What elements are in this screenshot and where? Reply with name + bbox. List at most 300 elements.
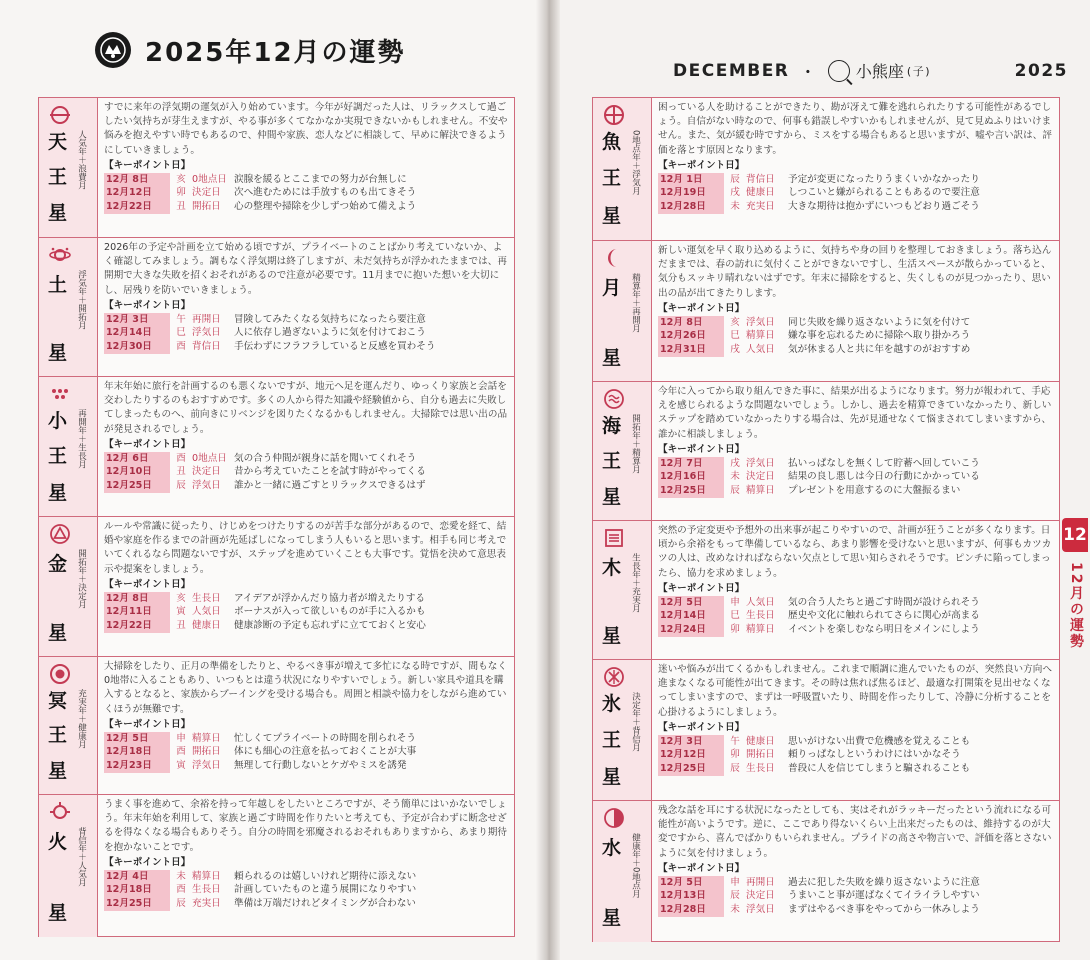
fortune-text: 残念な話を耳にする状況になったとしても、実はそれがラッキーだったという流れになる可能性が高いようです。逆に、ここであり得ないくらい上出来だったものは、維持するのが大変ですから、喜んでばかりもいられません。プライドの高さや物言いで、評価を落とさないように気を付けましょう。 bbox=[658, 805, 1052, 859]
key-day-date: 12月28日 bbox=[658, 903, 724, 917]
cycle-subtitle: 生長年＋充実月 bbox=[630, 553, 641, 613]
key-day-row bbox=[104, 173, 508, 187]
key-day-date: 12月22日 bbox=[104, 200, 170, 214]
key-day-date: 12月 7日 bbox=[658, 457, 724, 471]
key-day-type: 精算日 bbox=[192, 870, 221, 882]
key-day-kanshi: 未 bbox=[730, 904, 740, 915]
planet-name-char: 星 bbox=[48, 902, 68, 924]
key-day-type: 再開日 bbox=[192, 313, 221, 325]
neptune-icon bbox=[603, 388, 625, 410]
key-point-heading: 【キーポイント日】 bbox=[104, 718, 191, 730]
fortune-content bbox=[98, 657, 514, 795]
key-day-date: 12月 6日 bbox=[104, 452, 170, 466]
key-day-date: 12月23日 bbox=[104, 759, 170, 773]
key-day-kanshi: 申 bbox=[730, 596, 740, 608]
key-day-row bbox=[104, 619, 508, 633]
fish-king-icon bbox=[603, 104, 625, 126]
planet-name-char: 金 bbox=[48, 553, 68, 575]
key-day-type: 開拓日 bbox=[192, 201, 221, 212]
planet-name-char: 星 bbox=[602, 907, 622, 929]
key-day-row bbox=[658, 876, 1053, 890]
moon-icon bbox=[603, 247, 625, 269]
key-day-row bbox=[658, 329, 1053, 343]
key-day-text: 冒険してみたくなる気持ちになったら要注意 bbox=[234, 313, 426, 325]
planet-name-char: 星 bbox=[48, 622, 68, 644]
planet-name-char: 冥 bbox=[48, 690, 68, 712]
key-day-kanshi: 戌 bbox=[730, 344, 740, 355]
key-point-heading: 【キーポイント日】 bbox=[104, 856, 191, 868]
planet-name-char: 星 bbox=[602, 205, 622, 227]
key-day-date: 12月19日 bbox=[658, 186, 724, 200]
fortune-content bbox=[652, 98, 1059, 240]
key-day-date: 12月31日 bbox=[658, 343, 724, 357]
key-day-type: 背信日 bbox=[192, 341, 221, 352]
month-label: DECEMBER bbox=[673, 60, 790, 81]
key-day-text: 気の合う人たちと過ごす時間が設けられそう bbox=[788, 596, 980, 608]
key-day-kanshi: 寅 bbox=[176, 606, 186, 618]
ice-king-icon bbox=[603, 666, 625, 688]
key-day-type: 浮気日 bbox=[192, 327, 221, 339]
fortune-text: すでに来年の浮気期の運気が入り始めています。今年が好調だった人は、リラックスして過ごしたい気持ちが芽生えますが、やる事が多くてなかなか実現できないかもしれません。不安や悩みを抱えやすい時でもあるので、仲間や家族、恋人などに相談して、早めに解決できるようにしていきましょう。 bbox=[104, 102, 508, 156]
key-day-type: 浮気日 bbox=[746, 904, 775, 915]
key-day-kanshi: 酉 bbox=[176, 884, 186, 896]
key-day-kanshi: 辰 bbox=[730, 890, 740, 902]
key-day-kanshi: 卯 bbox=[730, 624, 740, 635]
header-separator: ・ bbox=[799, 63, 818, 83]
key-day-row bbox=[104, 870, 508, 884]
planet-side-label bbox=[39, 657, 98, 795]
planet-name-char: 王 bbox=[602, 728, 622, 751]
mercury-icon bbox=[603, 807, 625, 829]
key-day-type: 0地点日 bbox=[192, 173, 227, 185]
planet-name-char: 星 bbox=[48, 760, 68, 782]
key-day-type: 生長日 bbox=[192, 884, 221, 896]
key-day-type: 0地点日 bbox=[192, 452, 227, 464]
fortune-content bbox=[652, 241, 1059, 382]
key-day-kanshi: 辰 bbox=[176, 898, 186, 909]
key-day-type: 健康日 bbox=[746, 735, 775, 747]
key-day-kanshi: 辰 bbox=[176, 480, 186, 491]
key-point-heading: 【キーポイント日】 bbox=[104, 578, 191, 590]
key-day-kanshi: 戌 bbox=[730, 187, 740, 199]
fortune-content bbox=[98, 238, 514, 377]
key-day-type: 浮気日 bbox=[746, 457, 775, 469]
key-day-row bbox=[658, 343, 1053, 357]
key-day-row bbox=[658, 200, 1053, 214]
key-day-row bbox=[104, 592, 508, 606]
key-day-date: 12月22日 bbox=[104, 619, 170, 633]
fortune-content bbox=[98, 517, 514, 657]
key-day-text: プレゼントを用意するのに大盤振るまい bbox=[788, 485, 961, 496]
small-king-icon bbox=[49, 383, 71, 405]
key-day-row bbox=[104, 465, 508, 479]
planet-block bbox=[593, 800, 1059, 942]
key-day-date: 12月 5日 bbox=[658, 596, 724, 610]
key-day-text: 次へ進むためには手放すものも出てきそう bbox=[234, 187, 417, 199]
key-day-kanshi: 辰 bbox=[730, 763, 740, 774]
key-day-type: 精算日 bbox=[746, 330, 775, 342]
cycle-subtitle: 開拓年＋決定月 bbox=[76, 549, 87, 609]
key-day-row bbox=[658, 623, 1053, 637]
key-day-row bbox=[658, 173, 1053, 187]
key-day-date: 12月24日 bbox=[658, 623, 724, 637]
key-day-kanshi: 亥 bbox=[176, 592, 186, 604]
fortune-content bbox=[652, 660, 1059, 801]
cycle-subtitle: 決定年＋背信月 bbox=[630, 692, 641, 752]
key-day-date: 12月 3日 bbox=[658, 735, 724, 749]
left-header bbox=[95, 20, 406, 80]
planet-name-char: 海 bbox=[602, 415, 622, 437]
key-day-kanshi: 丑 bbox=[176, 201, 186, 212]
planet-name-char: 王 bbox=[602, 167, 622, 189]
fortune-content bbox=[652, 521, 1059, 660]
key-day-text: 健康診断の予定も忘れずに立てておくと安心 bbox=[234, 620, 426, 631]
key-day-date: 12月16日 bbox=[658, 470, 724, 484]
key-day-type: 背信日 bbox=[746, 173, 775, 185]
key-day-type: 再開日 bbox=[746, 876, 775, 888]
key-day-row bbox=[658, 316, 1053, 330]
planet-side-label bbox=[593, 382, 652, 521]
key-day-kanshi: 卯 bbox=[176, 187, 186, 199]
key-day-row bbox=[104, 326, 508, 340]
key-day-text: 体にも細心の注意を払っておくことが大事 bbox=[234, 746, 417, 758]
key-day-date: 12月 8日 bbox=[104, 173, 170, 187]
key-day-type: 精算日 bbox=[746, 485, 775, 496]
key-day-kanshi: 巳 bbox=[730, 610, 740, 622]
key-day-type: 決定日 bbox=[192, 187, 221, 199]
key-day-row bbox=[658, 186, 1053, 200]
key-point-heading: 【キーポイント日】 bbox=[104, 438, 191, 450]
key-day-text: 無理して行動しないとケガやミスを誘発 bbox=[234, 760, 407, 771]
key-day-type: 充実日 bbox=[192, 898, 221, 909]
planet-name-char: 木 bbox=[602, 557, 622, 579]
key-day-date: 12月 8日 bbox=[104, 592, 170, 606]
cycle-subtitle: 背信年＋人気月 bbox=[76, 827, 87, 887]
key-day-date: 12月12日 bbox=[104, 186, 170, 200]
key-day-row bbox=[658, 596, 1053, 610]
key-day-kanshi: 午 bbox=[176, 313, 186, 325]
fortune-text: うまく事を進めて、余裕を持って年越しをしたいところですが、そう簡単にはいかないでしょう。年末年始を利用して、家族と過ごす時間を作りたいと考えても、予定が合わずに断念せざるを得なくなる場合もありそう。自分の時間を邪魔されるおそれもありますから、あまり期待を抱かないことです。 bbox=[104, 799, 507, 853]
key-day-date: 12月25日 bbox=[658, 484, 724, 498]
magnifier-icon bbox=[828, 60, 850, 82]
key-day-kanshi: 辰 bbox=[730, 485, 740, 496]
key-point-heading: 【キーポイント日】 bbox=[658, 443, 745, 455]
planet-block bbox=[593, 240, 1059, 382]
key-day-date: 12月25日 bbox=[104, 897, 170, 911]
key-day-kanshi: 申 bbox=[176, 732, 186, 744]
key-day-type: 充実日 bbox=[746, 201, 775, 212]
key-day-row bbox=[104, 732, 508, 746]
key-day-date: 12月 5日 bbox=[658, 876, 724, 890]
key-day-type: 生長日 bbox=[746, 610, 775, 622]
key-day-date: 12月14日 bbox=[658, 609, 724, 623]
key-day-type: 精算日 bbox=[192, 732, 221, 744]
key-day-text: 準備は万端だけれどタイミングが合わない bbox=[234, 898, 416, 909]
key-day-kanshi: 申 bbox=[730, 876, 740, 888]
key-day-date: 12月 4日 bbox=[104, 870, 170, 884]
key-point-heading: 【キーポイント日】 bbox=[658, 582, 745, 594]
key-point-heading: 【キーポイント日】 bbox=[658, 721, 745, 733]
saturn-icon bbox=[49, 244, 71, 266]
key-day-row bbox=[104, 897, 508, 911]
key-day-text: 頼られるのは嬉しいけれど期待に添えない bbox=[234, 870, 417, 882]
planet-block bbox=[39, 376, 514, 517]
key-day-row bbox=[104, 452, 508, 466]
key-day-type: 決定日 bbox=[192, 466, 221, 478]
fortune-text: 年末年始に旅行を計画するのも悪くないですが、地元へ足を運んだり、ゆっくり家族と会話を交わしたりするのもおすすめです。多くの人から得た知識や経験値から、自分も過去に失敗してしまったものへ、前向きにリベンジを図りたくなるかもしれません。大掃除では思い出の品が発見されるでしょう。 bbox=[104, 381, 508, 435]
fortune-text: 今年に入ってから取り組んできた事に、結果が出るようになります。努力が報われて、手応えを感じられるような問題ないでしょう。しかし、過去を精算できていなかったり、新しいステップを踏めていなかったりする場合は、先が見通せなくて悩まされてしまいますから、誰かに相談しましょう。 bbox=[658, 386, 1052, 440]
key-day-row bbox=[104, 759, 508, 773]
key-day-type: 人気日 bbox=[746, 596, 775, 608]
key-day-date: 12月26日 bbox=[658, 329, 724, 343]
key-day-type: 健康日 bbox=[192, 620, 221, 631]
key-day-kanshi: 巳 bbox=[176, 327, 186, 339]
planet-name-char: 水 bbox=[602, 837, 622, 859]
planet-name-char: 王 bbox=[48, 724, 68, 746]
zodiac-label: (子) bbox=[906, 64, 931, 78]
planet-name-char: 星 bbox=[602, 347, 622, 369]
key-day-row bbox=[104, 605, 508, 619]
key-day-text: 忙しくてプライベートの時間を削られそう bbox=[234, 732, 416, 744]
key-day-text: 過去に犯した失敗を繰り返さないように注意 bbox=[788, 876, 980, 888]
key-day-type: 決定日 bbox=[746, 471, 775, 483]
key-day-date: 12月 3日 bbox=[104, 313, 170, 327]
fortune-text: 困っている人を助けることができたり、勘が冴えて難を逃れられたりする可能性があるでしょう。自信がない時なので、何事も錯誤しやすいかもしれませんが、見て見ぬふりはいけません。また、気が緩む時ですから、ミスをする場合もあると思いますが、嘘や言い訳は、評価を落とす原因となります。 bbox=[658, 102, 1052, 156]
planet-name-char: 星 bbox=[602, 486, 622, 508]
key-day-date: 12月 5日 bbox=[104, 732, 170, 746]
planet-name-char: 王 bbox=[48, 165, 68, 188]
key-day-text: 気の合う仲間が親身に話を聞いてくれそう bbox=[234, 452, 417, 464]
fortune-text: 迷いや悩みが出てくるかもしれません。これまで順調に進んでいたものが、突然良い方向へ進まなくなる可能性が出てきます。その時は焦れば焦るほど、最適な打開策を見出せなくなってしまいますので、まずは一呼吸置いたり、時間を作ったりして、冷静に分析することを心掛けるようにしましょう。 bbox=[658, 664, 1052, 718]
key-day-row bbox=[104, 313, 508, 327]
key-day-type: 開拓日 bbox=[746, 749, 775, 761]
key-day-kanshi: 酉 bbox=[176, 452, 186, 464]
key-day-date: 12月12日 bbox=[658, 748, 724, 762]
month-tab-label: 12月の運勢 bbox=[1068, 562, 1084, 650]
key-day-date: 12月11日 bbox=[104, 605, 170, 619]
planet-block bbox=[593, 520, 1059, 660]
key-day-date: 12月 1日 bbox=[658, 173, 724, 187]
key-day-row bbox=[104, 883, 508, 897]
planet-name-char: 小 bbox=[48, 410, 68, 432]
book-gutter bbox=[536, 0, 560, 960]
planet-side-label bbox=[39, 517, 98, 657]
key-day-row bbox=[104, 200, 508, 214]
planet-block bbox=[39, 98, 514, 237]
fortune-content bbox=[98, 98, 514, 237]
key-point-heading: 【キーポイント日】 bbox=[658, 862, 745, 874]
key-day-date: 12月30日 bbox=[104, 340, 170, 354]
key-day-kanshi: 酉 bbox=[176, 341, 186, 352]
key-day-kanshi: 辰 bbox=[730, 173, 740, 185]
key-point-heading: 【キーポイント日】 bbox=[104, 159, 191, 171]
planet-block bbox=[593, 98, 1059, 240]
planet-name-char: 魚 bbox=[602, 131, 622, 153]
key-day-text: 思いがけない出費で危機感を覚えることも bbox=[788, 735, 971, 747]
key-day-text: 涙腺を緩るとここまでの努力が台無しに bbox=[234, 173, 407, 185]
cycle-subtitle: 健康年＋0地点月 bbox=[630, 833, 641, 898]
planet-block bbox=[39, 516, 514, 657]
key-day-text: 人に依存し過ぎないように気を付けておこう bbox=[234, 327, 426, 339]
fortune-content bbox=[652, 801, 1059, 942]
month-tab[interactable]: 12 bbox=[1062, 518, 1088, 552]
key-point-heading: 【キーポイント日】 bbox=[104, 299, 191, 311]
fortune-text: 大掃除をしたり、正月の準備をしたりと、やるべき事が増えて多忙になる時ですが、間もなく0地帯に入ることもあり、いつもとは違う状況になりやすいでしょう。新しい家具や道具を購入するとなると、家族からブーイングを受ける場合も。周囲と相談や協力をしながら進めていくほうが無難です。 bbox=[104, 661, 507, 715]
planet-side-label bbox=[593, 241, 652, 382]
planet-name-char: 星 bbox=[602, 766, 622, 788]
key-day-row bbox=[104, 186, 508, 200]
key-day-row bbox=[658, 609, 1053, 623]
key-day-row bbox=[658, 484, 1053, 498]
key-day-date: 12月25日 bbox=[658, 762, 724, 776]
key-day-kanshi: 未 bbox=[730, 471, 740, 483]
key-day-type: 精算日 bbox=[746, 624, 775, 635]
key-day-row bbox=[658, 762, 1053, 776]
key-day-type: 人気日 bbox=[746, 344, 775, 355]
key-day-kanshi: 丑 bbox=[176, 620, 186, 631]
cycle-subtitle: 0地点年＋浮気月 bbox=[630, 130, 641, 195]
planet-side-label bbox=[593, 98, 652, 240]
cycle-subtitle: 浮気年＋開拓月 bbox=[76, 270, 87, 330]
cycle-subtitle: 再開年＋生長月 bbox=[76, 409, 87, 469]
planet-side-label bbox=[593, 521, 652, 660]
cycle-subtitle: 精算年＋再開月 bbox=[630, 273, 641, 333]
key-day-text: 嫌な事を忘れるために掃除へ取り掛かろう bbox=[788, 330, 971, 342]
key-day-date: 12月28日 bbox=[658, 200, 724, 214]
planet-name-char: 土 bbox=[48, 274, 68, 296]
planet-name-char: 天 bbox=[48, 131, 68, 153]
planet-name-char: 月 bbox=[602, 277, 622, 299]
fortune-text: 2026年の予定や計画を立て始める頃ですが、プライベートのことばかり考えていないか、よく確認してみましょう。調もなく浮気期は終了しますが、未だ気持ちが浮かれたままでは、再開期で大きな失敗を招くおそれがあるので注意が必要です。11月までに抱いた想いを大切にし、居残りを防いでいきましょう。 bbox=[104, 242, 507, 296]
key-day-kanshi: 卯 bbox=[730, 749, 740, 761]
fortune-content bbox=[98, 795, 514, 937]
key-day-date: 12月18日 bbox=[104, 883, 170, 897]
key-day-date: 12月14日 bbox=[104, 326, 170, 340]
planet-block bbox=[39, 656, 514, 795]
key-day-text: 歴史や文化に触れられてさらに関心が高まる bbox=[788, 610, 980, 622]
right-header bbox=[673, 58, 1068, 83]
key-day-text: 結果の良し悪しは今日の行動にかかっている bbox=[788, 471, 980, 483]
key-day-date: 12月 8日 bbox=[658, 316, 724, 330]
key-day-text: 心の整理や掃除を少しずつ始めて備えよう bbox=[234, 201, 417, 212]
key-day-kanshi: 亥 bbox=[730, 316, 740, 328]
venus-icon bbox=[49, 523, 71, 545]
key-day-kanshi: 丑 bbox=[176, 466, 186, 478]
key-point-heading: 【キーポイント日】 bbox=[658, 302, 745, 314]
uranus-icon bbox=[49, 104, 71, 126]
pluto-icon bbox=[49, 663, 71, 685]
key-day-row bbox=[658, 457, 1053, 471]
key-day-type: 浮気日 bbox=[746, 316, 775, 328]
key-day-text: 大きな期待は抱かずにいつもどおり過ごそう bbox=[788, 201, 980, 212]
key-day-type: 開拓日 bbox=[192, 746, 221, 758]
key-day-text: 昔から考えていたことを試す時がやってくる bbox=[234, 466, 426, 478]
key-day-date: 12月10日 bbox=[104, 465, 170, 479]
key-day-type: 人気日 bbox=[192, 606, 221, 618]
key-day-text: うまいこと事が運ばなくてイライラしやすい bbox=[788, 890, 980, 902]
key-day-row bbox=[658, 903, 1053, 917]
key-day-type: 生長日 bbox=[192, 592, 221, 604]
key-day-row bbox=[104, 479, 508, 493]
key-day-text: イベントを楽しむなら明日をメインにしよう bbox=[788, 624, 980, 635]
key-day-text: 手伝わずにフラフラしていると反感を買わそう bbox=[234, 341, 436, 352]
key-day-text: 誰かと一緒に過ごすとリラックスできるはず bbox=[234, 480, 426, 491]
key-day-row bbox=[658, 748, 1053, 762]
key-day-row bbox=[104, 745, 508, 759]
fortune-text: 新しい運気を早く取り込めるように、気持ちや身の回りを整理しておきましょう。落ち込んだままでは、春の訪れに気付くことができないですし、生活スペースが散らかっていると、気分もスッキリ晴れないはずです。年末に掃除をすると、失くしものが見つかったり、思い出の品が出てきたりします。 bbox=[658, 245, 1052, 299]
planet-name-char: 星 bbox=[48, 342, 68, 364]
constellation-label: 小熊座 bbox=[855, 62, 904, 81]
planet-side-label bbox=[39, 795, 98, 937]
planet-name-char: 火 bbox=[48, 831, 68, 853]
planet-block bbox=[39, 237, 514, 377]
mars-icon bbox=[49, 801, 71, 823]
key-day-type: 浮気日 bbox=[192, 480, 221, 491]
key-day-kanshi: 午 bbox=[730, 735, 740, 747]
key-point-heading: 【キーポイント日】 bbox=[658, 159, 745, 171]
right-fortune-column bbox=[592, 97, 1060, 942]
key-day-type: 決定日 bbox=[746, 890, 775, 902]
planet-name-char: 星 bbox=[602, 625, 622, 647]
planet-block bbox=[39, 794, 514, 937]
key-day-text: 払いっぱなしを無くして貯蓄へ回していこう bbox=[788, 457, 980, 469]
planet-block bbox=[593, 659, 1059, 801]
cycle-subtitle: 人気年＋浪費月 bbox=[76, 130, 87, 190]
planet-name-char: 星 bbox=[48, 482, 68, 504]
key-day-kanshi: 未 bbox=[176, 870, 186, 882]
year-label: 2025 bbox=[1014, 60, 1068, 81]
planet-side-label bbox=[593, 801, 652, 942]
key-day-kanshi: 巳 bbox=[730, 330, 740, 342]
jupiter-icon bbox=[603, 527, 625, 549]
key-day-kanshi: 未 bbox=[730, 201, 740, 212]
fortune-content bbox=[652, 382, 1059, 521]
fortune-text: 突然の予定変更や予想外の出来事が起こりやすいので、計画が狂うことが多くなります。日頃から余裕をもって準備しているなら、あまり影響を受けないと思いますが、何事もカツカツの人は、改めなければならない欠点として思い知らされそうです。ピンチに陥ってしまったら、協力を求めましょう。 bbox=[658, 525, 1052, 579]
cycle-subtitle: 充実年＋健康月 bbox=[76, 689, 87, 749]
key-day-type: 健康日 bbox=[746, 187, 775, 199]
key-day-text: 頼りっぱなしというわけにはいかなそう bbox=[788, 749, 961, 761]
planet-side-label bbox=[39, 238, 98, 377]
key-day-type: 浮気日 bbox=[192, 760, 221, 771]
planet-side-label bbox=[39, 377, 98, 517]
key-day-text: 同じ失敗を繰り返さないように気を付けて bbox=[788, 316, 971, 328]
logo-emblem-icon bbox=[95, 32, 131, 68]
planet-name-char: 氷 bbox=[602, 693, 622, 715]
key-day-text: まずはやるべき事をやってから一休みしよう bbox=[788, 904, 980, 915]
fortune-content bbox=[98, 377, 514, 517]
key-day-date: 12月18日 bbox=[104, 745, 170, 759]
planet-name-char: 王 bbox=[602, 449, 622, 472]
key-day-text: ボーナスが入って欲しいものが手に入るかも bbox=[234, 606, 426, 618]
key-day-kanshi: 寅 bbox=[176, 760, 186, 771]
page-title: 2025年12月の運勢 bbox=[145, 37, 406, 68]
planet-name-char: 星 bbox=[48, 202, 68, 224]
key-day-row bbox=[658, 889, 1053, 903]
key-day-text: しつこいと嫌がられることもあるので要注意 bbox=[788, 187, 980, 199]
planet-side-label bbox=[593, 660, 652, 801]
key-day-text: 普段に人を信じてしまうと騙されることも bbox=[788, 763, 971, 774]
key-day-row bbox=[658, 735, 1053, 749]
planet-name-char: 王 bbox=[48, 445, 68, 467]
key-day-type: 生長日 bbox=[746, 763, 775, 774]
key-day-row bbox=[104, 340, 508, 354]
key-day-row bbox=[658, 470, 1053, 484]
cycle-subtitle: 開拓年＋精算月 bbox=[630, 414, 641, 474]
key-day-kanshi: 戌 bbox=[730, 457, 740, 469]
left-fortune-column bbox=[38, 97, 515, 937]
key-day-date: 12月13日 bbox=[658, 889, 724, 903]
key-day-text: 計画していたものと違う展開になりやすい bbox=[234, 884, 417, 896]
